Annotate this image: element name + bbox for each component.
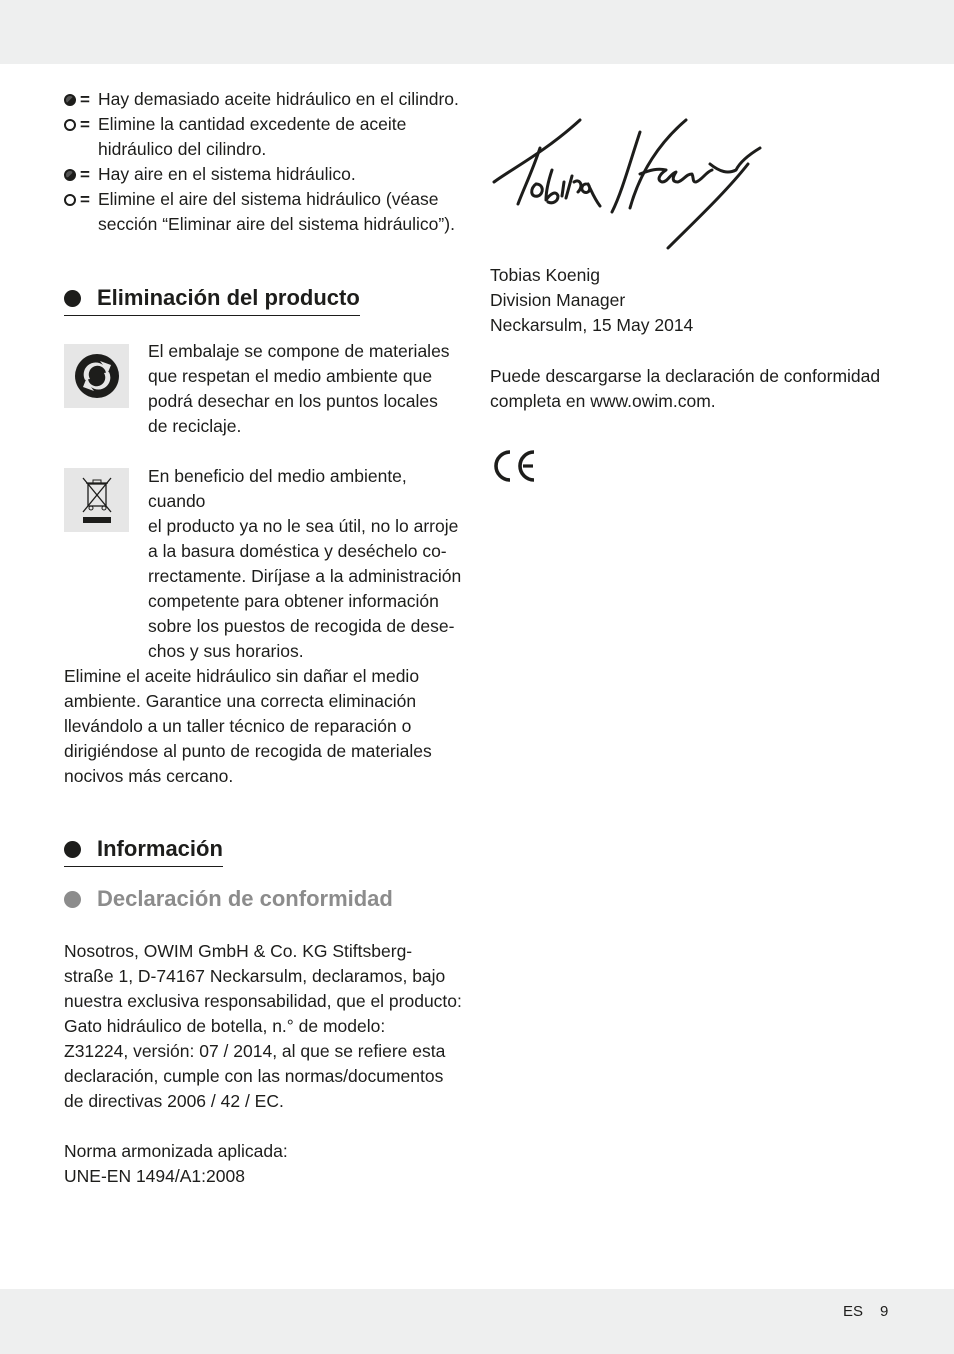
footer-band (0, 1289, 954, 1354)
troubleshooting-item: = Elimine el aire del sistema hidráulico (véase sección “Eliminar aire del sistema hidráulico”). (64, 187, 464, 237)
section-bullet-icon (64, 841, 81, 858)
ce-mark-icon (490, 449, 538, 490)
troubleshooting-list (64, 87, 464, 237)
bin-paragraph: En beneficio del medio ambiente, cuando el producto ya no le sea útil, no lo arroje a la basura doméstica y deséchelo co- rrectamente. Diríjase a la administración competente para obtener información sobre los puestos de recogida de dese- chos y sus horarios. (148, 466, 462, 661)
oil-disposal-paragraph: Elimine el aceite hidráulico sin dañar el medio ambiente. Garantice una correcta eliminación llevándolo a un taller técnico de reparación o dirigiéndose al punto de recogida de materiales nocivos más cercano. (64, 666, 432, 786)
empty-circle-icon (64, 194, 76, 206)
crossed-out-wheelie-bin-icon (64, 468, 129, 532)
troubleshooting-item: = Elimine la cantidad excedente de aceite hidráulico del cilindro. (64, 112, 464, 162)
half-filled-circle-icon (64, 94, 76, 106)
packaging-paragraph: El embalaje se compone de materiales que respetan el medio ambiente que podrá desechar en los puntos locales de reciclaje. (148, 341, 450, 436)
green-dot-recycle-icon (64, 344, 129, 408)
download-note: Puede descargarse la declaración de conformidad completa en www.owim.com. (490, 366, 881, 411)
page-number: 9 (880, 1303, 889, 1320)
header-band (0, 0, 954, 64)
section-bullet-icon (64, 290, 81, 307)
section-heading-information: Información (64, 834, 223, 867)
signatory-block: Tobias Koenig Division Manager Neckarsulm, 15 May 2014 (490, 265, 694, 335)
footer-language: ES (843, 1303, 864, 1320)
section-heading-disposal: Eliminación del producto (64, 283, 360, 316)
handwritten-signature (490, 112, 780, 252)
declaration-paragraph: Nosotros, OWIM GmbH & Co. KG Stiftsberg- straße 1, D-74167 Neckarsulm, declaramos, bajo nuestra exclusiva responsabilidad, que el producto: Gato hidráulico de botella, n.° de modelo: Z31224, versión: 07 / 2014, al que se refiere esta declaración, cumple con las normas/documentos de directivas 2006 / 42 / EC. (64, 941, 462, 1111)
troubleshooting-item: = Hay demasiado aceite hidráulico en el cilindro. (64, 87, 464, 112)
subsection-heading-declaration: Declaración de conformidad (64, 884, 393, 914)
empty-circle-icon (64, 119, 76, 131)
half-filled-circle-icon (64, 169, 76, 181)
troubleshooting-item: = Hay aire en el sistema hidráulico. (64, 162, 464, 187)
subsection-bullet-icon (64, 891, 81, 908)
harmonized-standard: Norma armonizada aplicada: UNE-EN 1494/A1:2008 (64, 1141, 288, 1186)
